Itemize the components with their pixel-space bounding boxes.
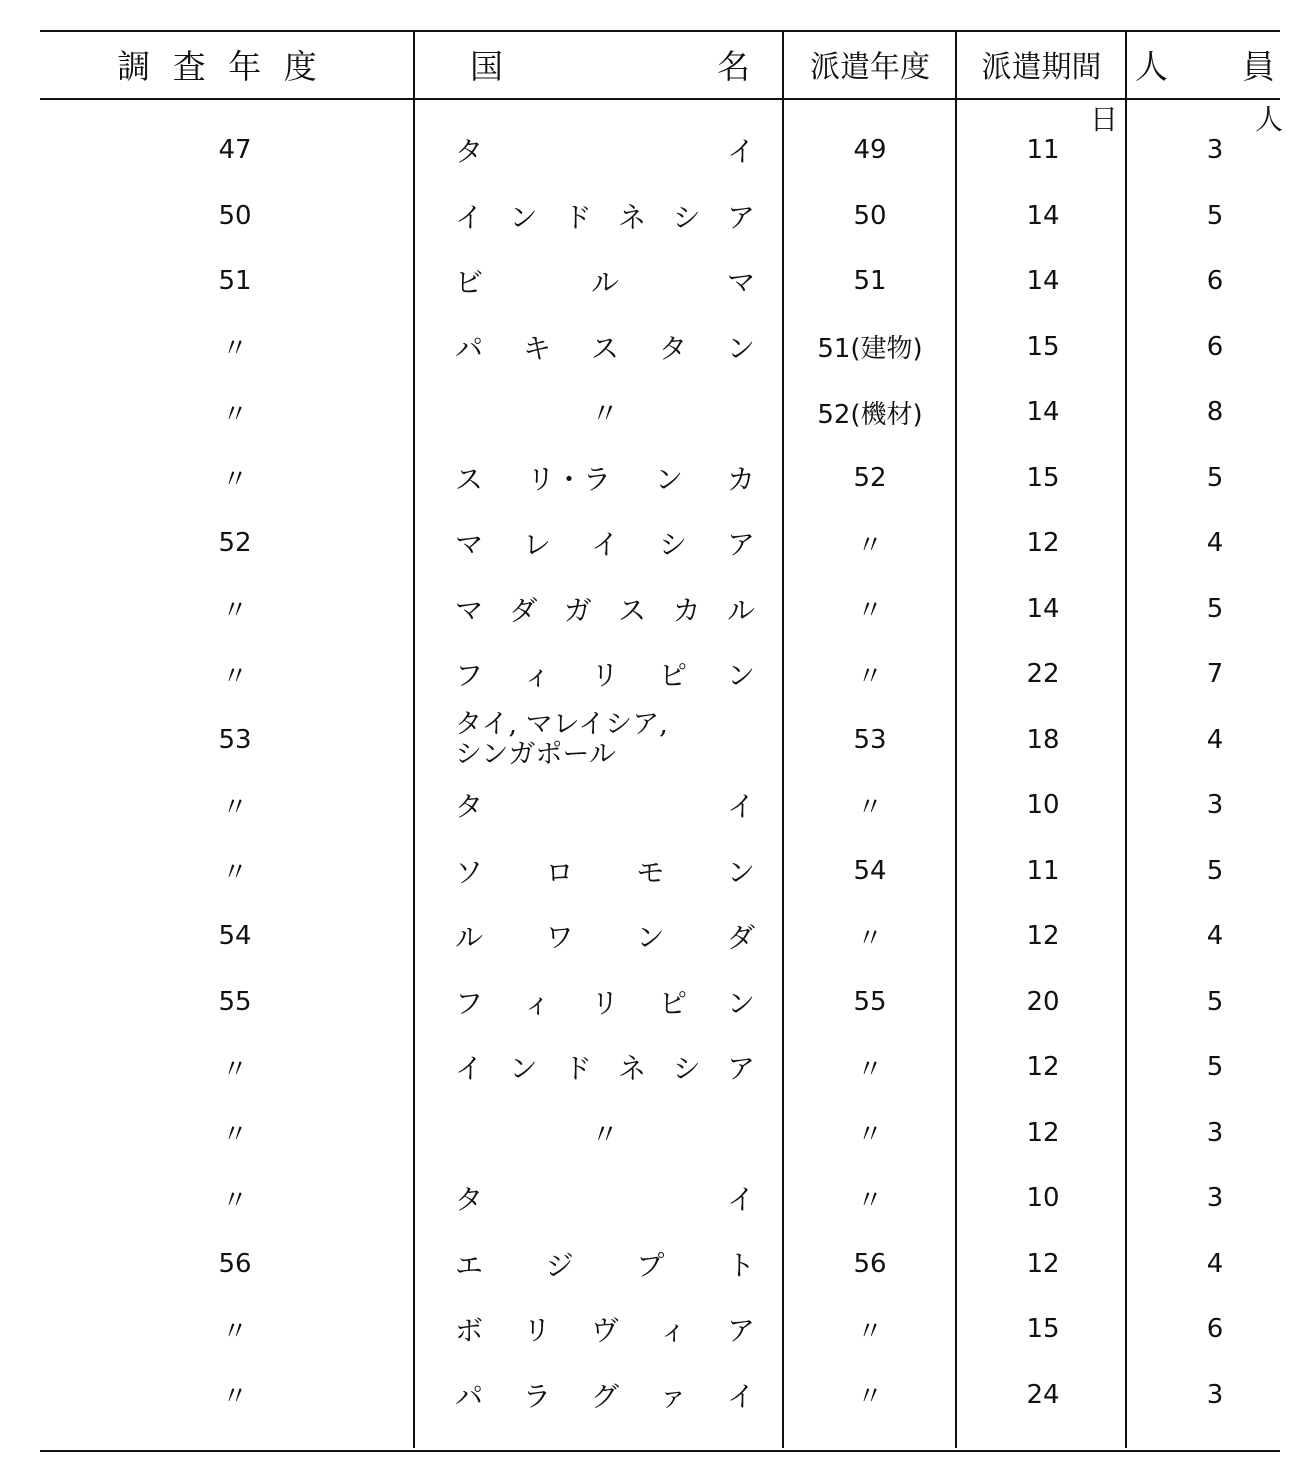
country-cell: イ ン ド ネ シ ア: [455, 1052, 755, 1085]
country-cell: ソ ロ モ ン: [455, 855, 755, 889]
dispatch-year-cell: 〃: [856, 530, 883, 561]
table-row: [0, 839, 1311, 903]
dispatch-period-cell: 10: [1026, 1183, 1060, 1213]
dispatch-period-cell: 14: [1026, 266, 1060, 296]
table-row: [0, 511, 1311, 575]
dispatch-year-cell: 56: [853, 1248, 887, 1279]
country-cell: ボ リ ヴ ィ ア: [455, 1314, 755, 1347]
survey-year-cell: 〃: [221, 334, 248, 364]
dispatch-period-cell: 12: [1026, 528, 1060, 558]
country-cell: タ イ: [455, 790, 755, 823]
dispatch-period-cell: 10: [1026, 790, 1060, 820]
survey-year-cell: 〃: [221, 858, 248, 888]
survey-year-cell: 〃: [221, 465, 248, 495]
dispatch-period-cell: 14: [1026, 200, 1060, 231]
dispatch-year-cell: 〃: [856, 1054, 883, 1085]
survey-year-cell: 〃: [221, 1185, 248, 1216]
header-country-text: 国 名: [470, 46, 750, 86]
dispatch-period-cell: 12: [1026, 1052, 1060, 1082]
country-cell: ス リ・ラ ン カ: [455, 462, 755, 496]
survey-year-cell: 〃: [221, 1120, 248, 1150]
survey-year-cell: 〃: [221, 1382, 248, 1412]
personnel-cell: 4: [1206, 724, 1224, 755]
personnel-cell: 5: [1206, 593, 1224, 624]
personnel-cell: 6: [1206, 1314, 1224, 1344]
table-row: [0, 773, 1311, 837]
country-cell: イ ン ド ネ シ ア: [455, 200, 755, 234]
personnel-cell: 3: [1206, 135, 1224, 165]
personnel-cell: 4: [1206, 528, 1224, 558]
header-dispatch-year: 派遣年度: [810, 50, 930, 85]
survey-year-cell: 47: [218, 135, 252, 165]
table-row: [0, 1166, 1311, 1230]
personnel-cell: 7: [1206, 659, 1224, 689]
dispatch-year-cell: 49: [853, 135, 887, 165]
header-survey-year-text: 調 査 年 度: [117, 46, 323, 86]
personnel-cell: 4: [1206, 921, 1224, 951]
dispatch-year-cell: 53: [853, 724, 887, 755]
table-row: [0, 970, 1311, 1034]
personnel-cell: 4: [1206, 1248, 1224, 1279]
dispatch-period-cell: 15: [1026, 462, 1060, 493]
survey-year-cell: 〃: [221, 792, 248, 823]
dispatch-year-cell: 51: [853, 266, 887, 296]
dispatch-year-cell: 〃: [856, 1185, 883, 1216]
dispatch-period-cell: 14: [1026, 593, 1060, 624]
table-row: [0, 1363, 1311, 1427]
table-row: [0, 642, 1311, 706]
table-row: [0, 1297, 1311, 1361]
table-row: [0, 1232, 1311, 1296]
dispatch-year-cell: 52: [853, 462, 887, 493]
country-cell: エ ジ プ ト: [455, 1248, 755, 1282]
table-row: [0, 1101, 1311, 1165]
dispatch-year-cell: 50: [853, 200, 887, 231]
personnel-cell: 5: [1206, 855, 1224, 886]
unit-personnel: 人: [1255, 103, 1284, 136]
dispatch-period-cell: 24: [1026, 1379, 1060, 1410]
survey-year-cell: 〃: [221, 596, 248, 626]
survey-year-cell: 52: [218, 528, 252, 558]
country-cell: フ ィ リ ピ ン: [455, 659, 755, 692]
personnel-cell: 5: [1206, 986, 1224, 1017]
country-cell: マ ダ ガ ス カ ル: [455, 593, 755, 627]
personnel-cell: 5: [1206, 1052, 1224, 1082]
survey-year-cell: 54: [218, 921, 252, 951]
country-cell: 〃: [590, 397, 619, 430]
dispatch-period-cell: 14: [1026, 397, 1060, 427]
table-row: [0, 708, 1311, 772]
country-cell: フ ィ リ ピ ン: [455, 986, 755, 1020]
personnel-cell: 5: [1206, 200, 1224, 231]
dispatch-year-cell: 51(建物): [817, 334, 923, 364]
dispatch-year-cell: 55: [853, 986, 887, 1017]
country-cell: ル ワ ン ダ: [455, 921, 755, 954]
dispatch-period-cell: 15: [1026, 1314, 1060, 1344]
table-row: [0, 315, 1311, 379]
personnel-cell: 5: [1206, 462, 1224, 493]
dispatch-period-cell: 12: [1026, 1248, 1060, 1279]
survey-year-cell: 〃: [221, 1054, 248, 1085]
country-cell: タ イ: [455, 135, 755, 168]
dispatch-period-cell: 11: [1026, 855, 1060, 886]
personnel-cell: 8: [1206, 397, 1224, 427]
country-cell: パ キ ス タ ン: [455, 331, 755, 365]
survey-year-cell: 50: [218, 200, 252, 231]
survey-year-cell: 〃: [221, 399, 248, 430]
personnel-cell: 3: [1206, 1183, 1224, 1213]
dispatch-year-cell: 〃: [856, 1382, 883, 1412]
table-row: [0, 1035, 1311, 1099]
dispatch-year-cell: 〃: [856, 661, 883, 692]
country-cell: 〃: [590, 1117, 619, 1151]
survey-year-cell: 56: [218, 1248, 252, 1279]
table-row: [0, 118, 1311, 182]
header-personnel-text: 人 員: [1135, 46, 1275, 86]
table-row: [0, 904, 1311, 968]
unit-period: 日: [1090, 103, 1119, 136]
dispatch-period-cell: 20: [1026, 986, 1060, 1017]
survey-year-cell: 53: [218, 724, 252, 755]
country-cell: マ レ イ シ ア: [455, 528, 755, 561]
survey-year-cell: 51: [218, 266, 252, 296]
dispatch-year-cell: 〃: [856, 1120, 883, 1150]
dispatch-year-cell: 〃: [856, 923, 883, 954]
table-row: [0, 249, 1311, 313]
personnel-cell: 6: [1206, 266, 1224, 296]
dispatch-period-cell: 11: [1026, 135, 1060, 165]
country-cell: タイ, マレイシア, シンガポール: [455, 708, 668, 770]
personnel-cell: 3: [1206, 790, 1224, 820]
dispatch-period-cell: 12: [1026, 921, 1060, 951]
survey-year-cell: 〃: [221, 1316, 248, 1347]
dispatch-period-cell: 15: [1026, 331, 1060, 362]
table-row: [0, 184, 1311, 248]
survey-year-cell: 〃: [221, 661, 248, 692]
personnel-cell: 6: [1206, 331, 1224, 362]
table-row: [0, 577, 1311, 641]
dispatch-period-cell: 22: [1026, 659, 1060, 689]
dispatch-period-cell: 18: [1026, 724, 1060, 755]
dispatch-period-cell: 12: [1026, 1117, 1060, 1148]
table-row: [0, 446, 1311, 510]
dispatch-year-cell: 54: [853, 855, 887, 886]
dispatch-year-cell: 〃: [856, 1316, 883, 1347]
table-row: [0, 380, 1311, 444]
dispatch-year-cell: 52(機材): [817, 399, 923, 430]
personnel-cell: 3: [1206, 1379, 1224, 1410]
header-dispatch-period: 派遣期間: [981, 50, 1102, 85]
country-cell: ビ ル マ: [455, 266, 755, 299]
dispatch-year-cell: 〃: [856, 596, 883, 626]
personnel-cell: 3: [1206, 1117, 1224, 1148]
country-cell: パ ラ グ ァ イ: [455, 1379, 755, 1413]
survey-year-cell: 55: [218, 986, 252, 1017]
dispatch-year-cell: 〃: [856, 792, 883, 823]
country-cell: タ イ: [455, 1183, 755, 1216]
